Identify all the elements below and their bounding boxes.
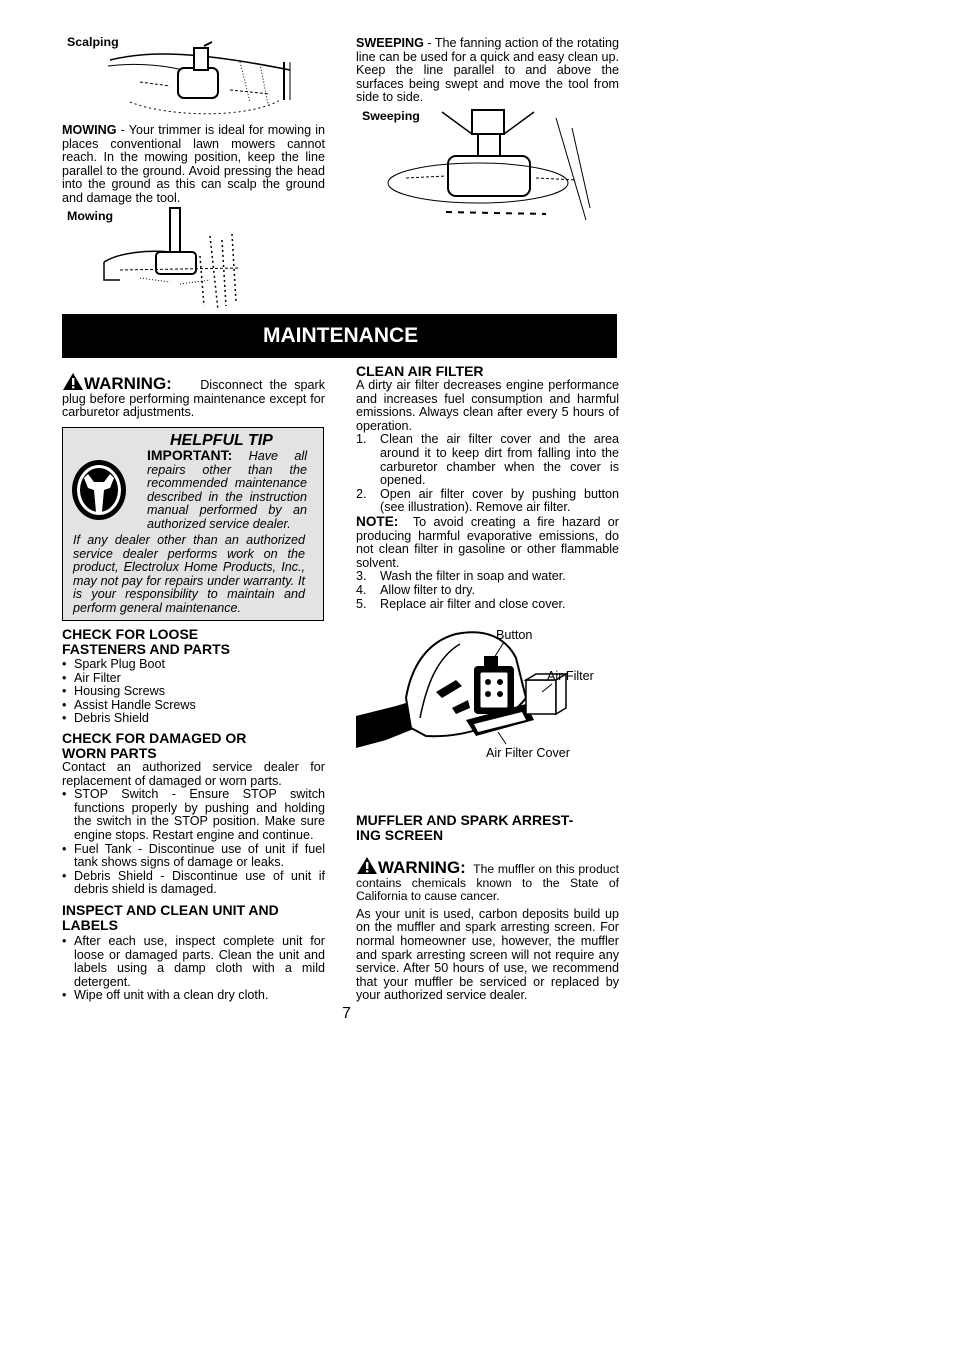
list-item: 2. Open air filter cover by pushing button (see illustration). Remove air filter. [356, 486, 619, 515]
loose-heading-2: FASTENERS AND PARTS [62, 641, 231, 657]
air-filter-note: NOTE: To avoid creating a fire hazard or producing harmful evaporative emissions, do not clean filter in gasoline or other flammable solvent. [356, 513, 619, 570]
list-item: 4. Allow filter to dry. [356, 582, 475, 597]
tip-text-1: Have all repairs other than the recommended maintenance described in the instruction manual performed by an authorized service dealer. [147, 449, 308, 531]
sweeping-paragraph: SWEEPING - The fanning action of the rotating line can be used for a quick and easy clean up. Keep the line parallel to and above the surfaces being swept and move the tool from side to side. [356, 36, 619, 105]
list-item: 5. Replace air filter and close cover. [356, 596, 566, 611]
list-item: • Wipe off unit with a clean dry cloth. [62, 989, 325, 1003]
sweeping-illustration [386, 108, 592, 224]
inspect-section [62, 903, 325, 1003]
page-number: 7 [342, 1005, 351, 1022]
muffler-heading-2: ING SCREEN [356, 827, 444, 843]
muffler-warning: WARNING: The muffler on this product contains chemicals known to the State of California to cause cancer. [356, 858, 619, 904]
list-item: • Air Filter [62, 672, 325, 686]
warning-disconnect: WARNING: Disconnect the spark plug before performing maintenance except for carburetor adjustments. [62, 374, 325, 420]
maintenance-banner: MAINTENANCE [62, 314, 617, 358]
list-item: • Fuel Tank - Discontinue use of unit if fuel tank shows signs of damage or leaks. [62, 843, 325, 870]
helpful-tip-box [62, 427, 324, 621]
warning-icon [356, 856, 378, 875]
air-filter-illustration [356, 628, 606, 758]
list-item: • Housing Screws [62, 685, 325, 699]
warning-icon [62, 372, 84, 391]
damaged-intro: Contact an authorized service dealer for replacement of damaged or worn parts. [62, 760, 325, 788]
scalping-label: Scalping [67, 35, 119, 49]
air-filter-section [356, 364, 619, 611]
sweeping-label: Sweeping [362, 109, 420, 123]
tip-text-2: If any dealer other than an authorized service dealer performs work on the product, Electrolux Home Products, Inc., may not pay for repairs under warranty. It is your responsibility to maintain and perform general maintenance. [73, 533, 305, 615]
mowing-label: Mowing [67, 209, 114, 223]
air-filter-callout: Air Filter [547, 669, 594, 683]
inspect-heading-2: LABELS [62, 917, 118, 933]
list-item: • Debris Shield - Discontinue use of unit if debris shield is damaged. [62, 870, 325, 897]
muffler-heading-1: MUFFLER AND SPARK ARREST- [356, 812, 574, 828]
air-filter-cover-callout: Air Filter Cover [486, 746, 570, 760]
list-item: 1. Clean the air filter cover and the area around it to keep dirt from falling into the carburetor chamber when the cover is opened. [356, 432, 619, 488]
inspect-heading-1: INSPECT AND CLEAN UNIT AND [62, 902, 279, 918]
damaged-heading-1: CHECK FOR DAMAGED OR [62, 730, 247, 746]
list-item: 3. Wash the filter in soap and water. [356, 569, 566, 584]
button-callout: Button [496, 628, 533, 642]
scalping-illustration [100, 42, 300, 120]
muffler-text: As your unit is used, carbon deposits build up on the muffler and spark arresting screen. For normal homeowner use, however, the muffler and spark arresting screen will not require any service. After 50 hours of use, we recommend that your muffler be serviced or replaced by your authorized service dealer. [356, 906, 619, 1003]
wrench-icon [70, 458, 128, 522]
damaged-parts-section [62, 731, 325, 897]
list-item: • Assist Handle Screws [62, 699, 325, 713]
loose-heading-1: CHECK FOR LOOSE [62, 626, 199, 642]
important-label: IMPORTANT: [147, 447, 233, 463]
damaged-heading-2: WORN PARTS [62, 745, 157, 761]
list-item: • Debris Shield [62, 712, 325, 726]
list-item: • STOP Switch - Ensure STOP switch functions properly by pushing and holding the switch in the STOP position. Make sure engine stops. Restart engine and continue. [62, 788, 325, 842]
muffler-section [356, 813, 619, 1003]
list-item: • After each use, inspect complete unit for loose or damaged parts. Clean the unit and labels using a damp cloth with a mild detergent. [62, 935, 325, 989]
helpful-tip-title: HELPFUL TIP [170, 432, 273, 449]
air-filter-intro: A dirty air filter decreases engine performance and increases fuel consumption and harmful emissions. Always clean after every 5 hours of operation. [356, 378, 619, 433]
mowing-illustration [100, 206, 245, 310]
mowing-paragraph: MOWING - Your trimmer is ideal for mowing in places conventional lawn mowers cannot reach. In the mowing position, keep the line parallel to the ground. Avoid pressing the head into the ground as this can scalp the ground and damage the tool. [62, 123, 325, 205]
loose-fasteners-section [62, 627, 325, 726]
air-filter-heading: CLEAN AIR FILTER [356, 363, 484, 379]
list-item: • Spark Plug Boot [62, 658, 325, 672]
